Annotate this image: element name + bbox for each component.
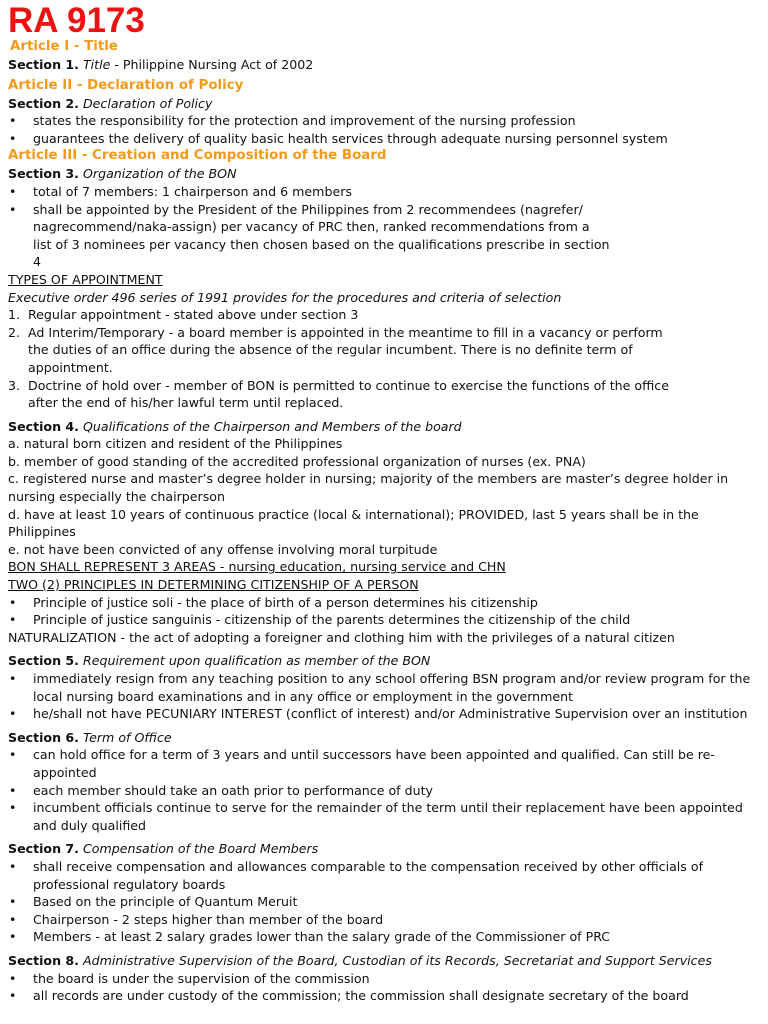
section-6 xyxy=(8,729,760,747)
article-2-heading: Article II - Declaration of Policy xyxy=(8,77,244,93)
qualification-item: d. have at least 10 years of continuous practice (local & international); PROVIDED, last 5 years shall be in the Philippines xyxy=(8,506,699,540)
citizenship-principle: • Principle of justice soli - the place of birth of a person determines his citizenship xyxy=(9,594,538,610)
section-5-name: Requirement upon qualification as member of the BON xyxy=(82,653,431,669)
section-6-bullet: • can hold office for a term of 3 years and until successors have been appointed and qualified. Can still be re-appointed xyxy=(9,747,715,780)
section-7-bullet: • Based on the principle of Quantum Meruit xyxy=(9,894,298,910)
section-2 xyxy=(8,95,760,113)
qualification-item: c. registered nurse and master’s degree holder in nursing; majority of the members are master’s degree holder in nursing especially the chairperson xyxy=(8,471,729,505)
section-6-label: Section 6. xyxy=(8,729,79,745)
section-7-bullet: • Chairperson - 2 steps higher than member of the board xyxy=(9,911,384,927)
section-2-name: Declaration of Policy xyxy=(82,95,213,111)
article-3-heading: Article III - Creation and Composition of the Board xyxy=(8,148,387,164)
section-3-bullet: • total of 7 members: 1 chairperson and 6 members xyxy=(9,183,352,199)
section-1-name: Title xyxy=(82,57,111,72)
executive-order-note: Executive order 496 series of 1991 provides for the procedures and criteria of selection xyxy=(8,289,562,305)
document-title: RA 9173 xyxy=(8,1,145,40)
section-7-bullet: • shall receive compensation and allowances comparable to the compensation received by other officials of professional regulatory boards xyxy=(9,858,704,892)
qualification-item: a. natural born citizen and resident of the Philippines xyxy=(8,436,343,452)
section-5 xyxy=(8,652,760,670)
section-3-bullet: • shall be appointed by the President of the Philippines from 2 recommendees (nagrefer/ nagrecommend/naka-assign) per vacancy of PRC then, ranked recommendations from a list of 3 nominees per vacancy then chosen based on the qualifications prescribe in section 4 xyxy=(9,201,610,270)
section-8-bullet: • the board is under the supervision of the commission xyxy=(9,970,370,986)
section-7-bullet: • Members - at least 2 salary grades lower than the salary grade of the Commissioner of PRC xyxy=(9,929,611,945)
section-5-label: Section 5. xyxy=(8,653,79,669)
section-8-bullet: • all records are under custody of the commission; the commission shall designate secretary of the board xyxy=(9,988,689,1004)
section-4-name: Qualifications of the Chairperson and Members of the board xyxy=(82,418,462,434)
section-1 xyxy=(8,56,760,74)
appointment-type-item: 3. Doctrine of hold over - member of BON is permitted to continue to exercise the functions of the office after the end of his/her lawful term until replaced. xyxy=(8,377,669,411)
qualification-item: e. not have been convicted of any offense involving moral turpitude xyxy=(8,541,438,557)
article-1-heading: Article I - Title xyxy=(10,39,118,54)
bon-areas-note: BON SHALL REPRESENT 3 AREAS - nursing education, nursing service and CHN xyxy=(8,559,506,575)
section-8-label: Section 8. xyxy=(8,952,79,968)
section-3 xyxy=(8,165,760,183)
section-6-bullet: • each member should take an oath prior to performance of duty xyxy=(9,782,433,798)
citizenship-principle: • Principle of justice sanguinis - citizenship of the parents determines the citizenship of the child xyxy=(9,612,631,628)
section-2-label: Section 2. xyxy=(8,95,79,111)
section-2-bullet: • states the responsibility for the protection and improvement of the nursing profession xyxy=(9,113,576,129)
types-of-appointment-heading: TYPES OF APPOINTMENT xyxy=(8,271,163,287)
section-5-bullet: • he/shall not have PECUNIARY INTEREST (conflict of interest) and/or Administrative Supervision over an institution xyxy=(9,706,748,722)
section-2-bullet: • guarantees the delivery of quality basic health services through adequate nursing personnel system xyxy=(9,130,668,146)
section-8-name: Administrative Supervision of the Board, Custodian of its Records, Secretariat and Support Services xyxy=(82,952,712,968)
section-5-bullet: • immediately resign from any teaching position to any school offering BSN program and/or review program for the local nursing board examinations and in any office or employment in the government xyxy=(9,671,751,704)
naturalization-definition: NATURALIZATION - the act of adopting a foreigner and clothing him with the privileges of a natural citizen xyxy=(8,629,675,645)
section-7-label: Section 7. xyxy=(8,841,79,857)
section-3-label: Section 3. xyxy=(8,166,79,182)
appointment-type-item: 2. Ad Interim/Temporary - a board member is appointed in the meantime to fill in a vacancy or perform the duties of an office during the absence of the regular incumbent. There is no definite term of appointment. xyxy=(8,324,663,375)
section-4-label: Section 4. xyxy=(8,418,79,434)
section-7-name: Compensation of the Board Members xyxy=(82,841,319,857)
section-4 xyxy=(8,418,760,436)
section-6-name: Term of Office xyxy=(82,729,172,745)
section-7 xyxy=(8,840,760,858)
document xyxy=(8,0,760,1005)
section-3-name: Organization of the BON xyxy=(82,166,237,182)
section-6-bullet: • incumbent officials continue to serve for the remainder of the term until their replacement have been appointed and duly qualified xyxy=(9,800,743,833)
section-8 xyxy=(8,952,760,970)
citizenship-principles-heading: TWO (2) PRINCIPLES IN DETERMINING CITIZENSHIP OF A PERSON xyxy=(8,577,419,593)
appointment-type-item: 1. Regular appointment - stated above under section 3 xyxy=(8,307,359,323)
qualification-item: b. member of good standing of the accredited professional organization of nurses (ex. PNA) xyxy=(8,453,586,469)
section-1-text: - Philippine Nursing Act of 2002 xyxy=(110,57,314,72)
section-1-label: Section 1. xyxy=(8,57,79,72)
